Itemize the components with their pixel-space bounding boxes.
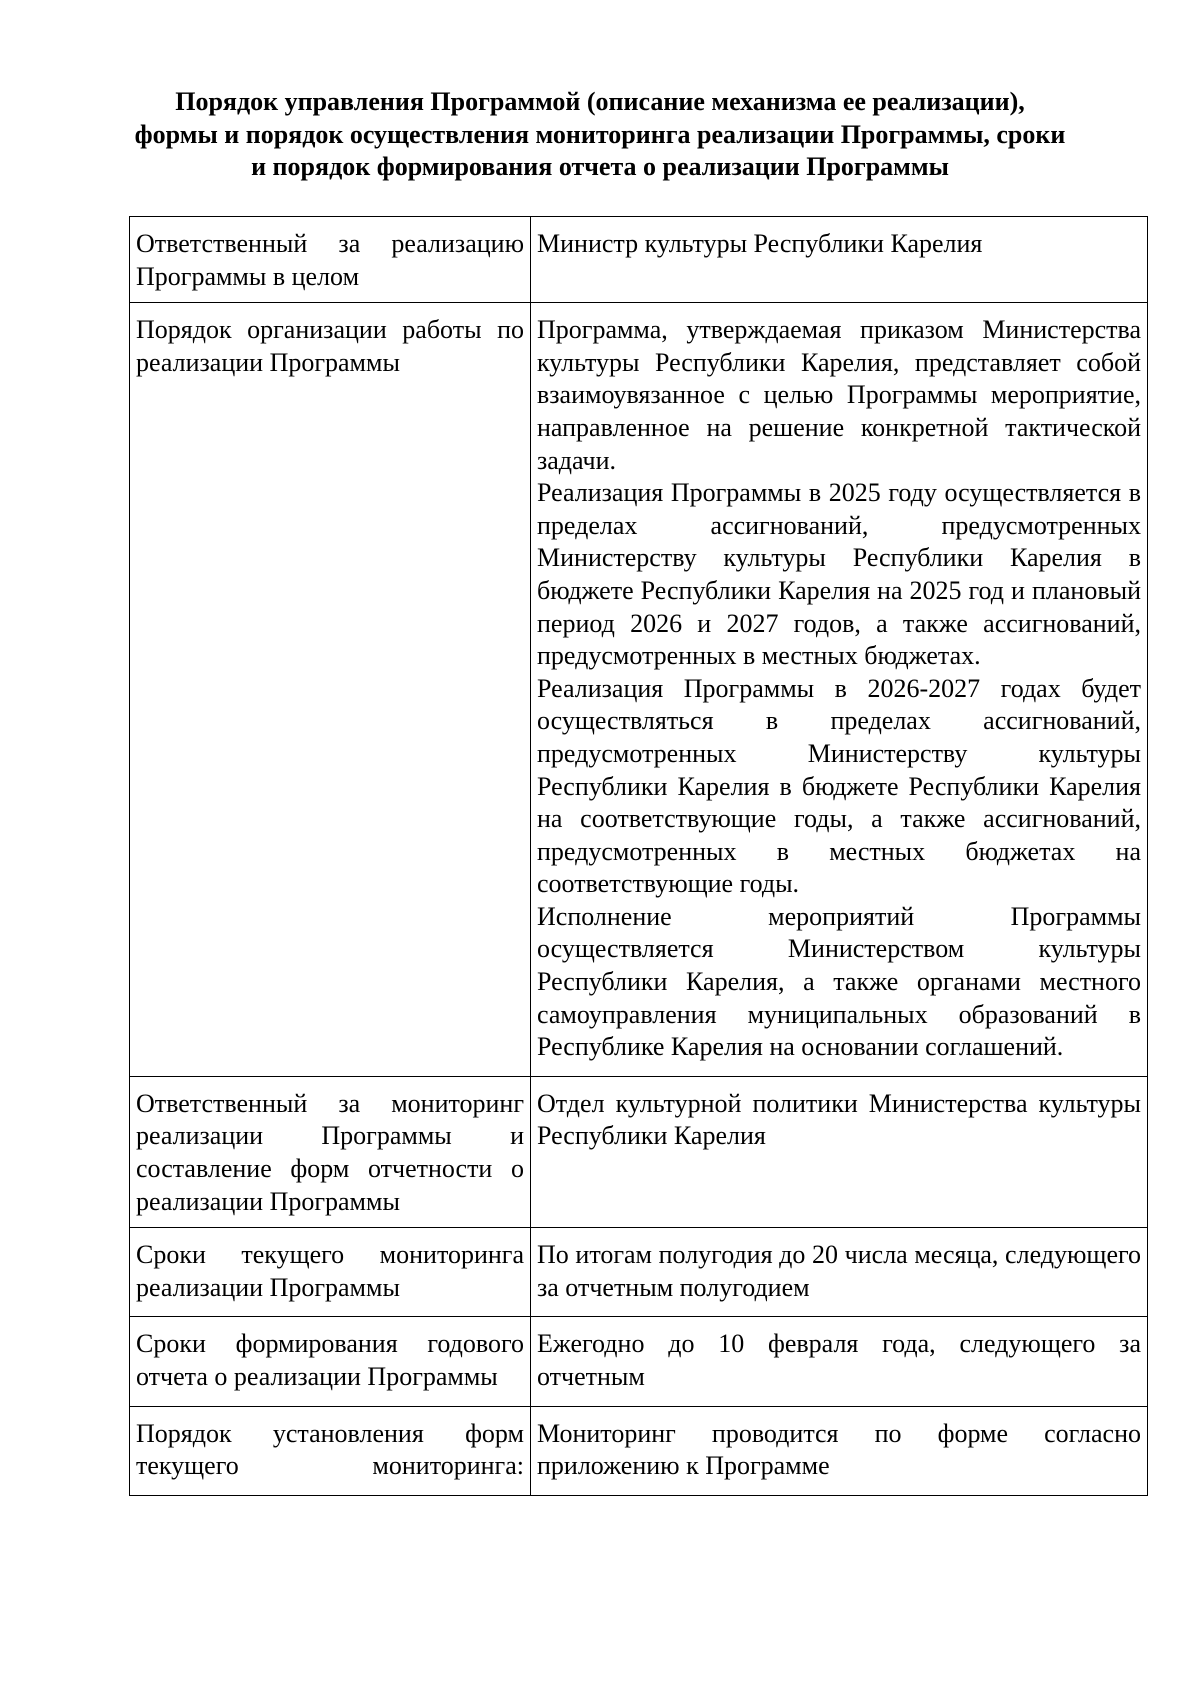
title-line-2: формы и порядок осуществления мониторинга реализации Программы, сроки — [134, 119, 1066, 149]
row-value-cell — [531, 1317, 1148, 1406]
row-value-cell — [531, 217, 1148, 303]
program-management-table — [129, 216, 1148, 1496]
row-value-cell — [531, 1076, 1148, 1227]
row-value-cell — [531, 303, 1148, 1077]
row-value: Отдел культурной политики Министерства культуры Республики Карелия — [537, 1088, 1141, 1151]
row-value-paragraph-4: Исполнение мероприятий Программы осуществляется Министерством культуры Республики Карелия, а также органами местного самоуправления муниципальных образований в Республике Карелия на основании соглашений. — [537, 901, 1141, 1062]
row-label: Сроки текущего мониторинга реализации Программы — [136, 1240, 524, 1302]
row-label-cell — [130, 217, 531, 303]
row-label-cell — [130, 303, 531, 1077]
row-label: Ответственный за мониторинг реализации Программы и составление форм отчетности о реализации Программы — [136, 1088, 524, 1216]
row-value-cell — [531, 1228, 1148, 1317]
row-value: Ежегодно до 10 февраля года, следующего за отчетным — [537, 1329, 1141, 1391]
table-row-annual-report-deadlines — [130, 1317, 1148, 1406]
row-label-cell — [130, 1228, 531, 1317]
title-line-1: Порядок управления Программой (описание механизма ее реализации), — [175, 87, 1025, 116]
table-row-monitoring-deadlines — [130, 1228, 1148, 1317]
title-line-3: и порядок формирования отчета о реализации Программы — [251, 152, 949, 181]
row-value-cell — [531, 1406, 1148, 1495]
document-title — [100, 86, 1100, 184]
table-row-monitoring-forms — [130, 1406, 1148, 1495]
row-value-paragraph-2: Реализация Программы в 2025 году осуществляется в пределах ассигнований, предусмотренных Министерству культуры Республики Карелия в бюджете Республики Карелия на 2025 год и плановый период 2026 и 2027 годов, а также ассигнований, предусмотренных в местных бюджетах. — [537, 478, 1141, 671]
table-row-monitoring-responsible — [130, 1076, 1148, 1227]
row-value-paragraph-3: Реализация Программы в 2026-2027 годах будет осуществляться в пределах ассигнований, предусмотренных Министерству культуры Республики Карелия в бюджете Республики Карелия на соответствующие годы, а также ассигнований, предусмотренных в местных бюджетах на соответствующие годы. — [537, 673, 1141, 899]
row-label-cell — [130, 1406, 531, 1495]
row-label-cell — [130, 1317, 531, 1406]
row-value: Мониторинг проводится по форме согласно приложению к Программе — [537, 1418, 1141, 1481]
row-label: Сроки формирования годового отчета о реализации Программы — [136, 1329, 524, 1391]
row-label: Порядок установления форм текущего мониторинга: — [136, 1418, 524, 1481]
row-label: Ответственный за реализацию Программы в целом — [136, 229, 524, 291]
table-row-work-organization — [130, 303, 1148, 1077]
table-row-responsible-overall — [130, 217, 1148, 303]
row-value-paragraph-1: Программа, утверждаемая приказом Министерства культуры Республики Карелия, представляет собой взаимоувязанное с целью Программы мероприятие, направленное на решение конкретной тактической задачи. — [537, 315, 1141, 475]
row-label: Порядок организации работы по реализации Программы — [136, 315, 524, 377]
row-label-cell — [130, 1076, 531, 1227]
row-value: Министр культуры Республики Карелия — [537, 229, 983, 258]
row-value: По итогам полугодия до 20 числа месяца, следующего за отчетным полугодием — [537, 1240, 1141, 1302]
